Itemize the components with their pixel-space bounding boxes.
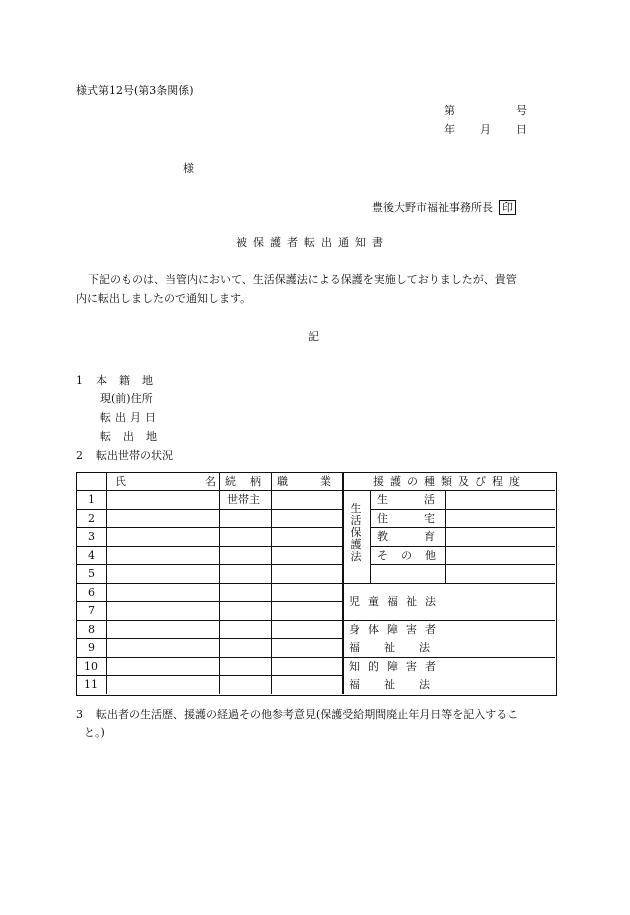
intellectual-disability-law-2: 福祉法 <box>349 678 454 691</box>
row-number: 3 <box>88 530 95 543</box>
row-number: 4 <box>88 549 95 562</box>
date-day: 日 <box>516 123 527 136</box>
item2-label: 転出世帯の状況 <box>96 449 173 462</box>
row-number: 9 <box>88 641 95 654</box>
ki-heading: 記 <box>308 330 319 343</box>
row-number: 2 <box>88 512 95 525</box>
body-line-1: 下記のものは、当管内において、生活保護法による保護を実施しておりましたが、貴管 <box>88 273 517 286</box>
row-number: 11 <box>84 678 98 691</box>
item1-destination: 転出地 <box>100 430 169 443</box>
addressee-suffix: 様 <box>183 162 194 175</box>
row-number: 5 <box>88 567 95 580</box>
date-month: 月 <box>480 123 491 136</box>
date-year: 年 <box>444 123 455 136</box>
header-name-2: 名 <box>205 475 216 488</box>
row-number: 1 <box>88 493 95 506</box>
body-line-2: 内に転出しましたので通知します。 <box>76 292 252 305</box>
item1-current-address: 現(前)住所 <box>100 392 153 405</box>
seal-stamp: 印 <box>499 200 516 215</box>
item3-number: 3 <box>76 708 83 721</box>
item2-number: 2 <box>76 449 83 462</box>
physical-disability-law-1: 身体障害者 <box>349 623 444 636</box>
number-label-prefix: 第 <box>444 104 455 117</box>
number-label-suffix: 号 <box>516 104 527 117</box>
sender <box>372 200 516 215</box>
item1-move-date: 転出月日 <box>100 411 160 424</box>
document-title: 被保護者転出通知書 <box>236 236 389 249</box>
item3-line-2: と。) <box>84 726 105 739</box>
physical-disability-law-2: 福祉法 <box>349 641 454 654</box>
item1-label: 本籍地 <box>96 374 165 387</box>
sender-name: 豊後大野市福祉事務所長 <box>372 201 493 214</box>
item1-number: 1 <box>76 374 83 387</box>
seikatsu-law-label: 生活保護法 <box>350 502 362 563</box>
item3-line-1: 転出者の生活歴、援護の経過その他参考意見(保護受給期間廃止年月日等を記入するこ <box>96 708 519 721</box>
form-number: 様式第12号(第3条関係) <box>76 84 194 97</box>
intellectual-disability-law-1: 知的障害者 <box>349 660 444 673</box>
header-relation: 続柄 <box>225 475 275 488</box>
header-occupation: 職業 <box>277 475 363 488</box>
assist-type-education: 教育 <box>377 530 471 543</box>
household-table <box>76 472 557 696</box>
row-number: 7 <box>88 604 95 617</box>
head-relation: 世帯主 <box>227 493 260 506</box>
header-assistance: 援護の種類及び程度 <box>373 475 526 488</box>
row-number: 10 <box>84 660 98 673</box>
assist-type-living: 生活 <box>377 493 471 506</box>
header-name-1: 氏 <box>115 475 126 488</box>
row-number: 6 <box>88 586 95 599</box>
child-welfare-law: 児童福祉法 <box>349 595 444 608</box>
assist-type-housing: 住宅 <box>377 512 471 525</box>
assist-type-other: その他 <box>377 549 449 562</box>
row-number: 8 <box>88 623 95 636</box>
